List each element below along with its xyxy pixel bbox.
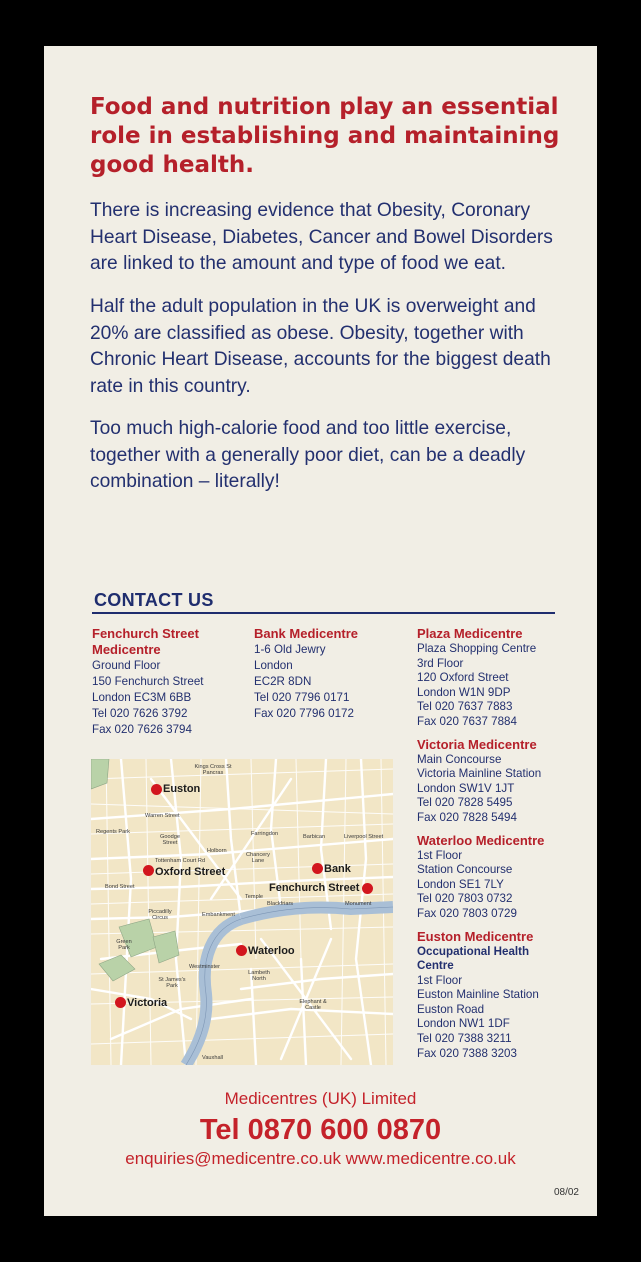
office-line: 1st Floor [417,848,463,862]
map-pin-victoria [115,997,126,1008]
office-fax: Fax 020 7626 3794 [92,723,192,736]
office-fax: Fax 020 7828 5494 [417,810,517,824]
map-pin-fenchurch-street [362,883,373,894]
office-waterloo [417,833,587,922]
office-fax: Fax 020 7637 7884 [417,714,517,728]
office-tel: Tel 020 7637 7883 [417,700,513,714]
office-line: 150 Fenchurch Street [92,675,204,688]
office-name: Victoria Medicentre [417,736,537,752]
map-label-farringdon: Farringdon [251,831,279,837]
office-line: London SW1V 1JT [417,781,515,795]
contact-column-2 [254,626,404,729]
company-name: Medicentres (UK) Limited [224,1089,417,1108]
map-label-waterloo: Waterloo [248,945,295,957]
office-line: London EC3M 6BB [92,691,192,704]
office-tel: Tel 020 7388 3211 [417,1032,512,1046]
office-line: Plaza Shopping Centre [417,642,537,655]
print-code: 08/02 [553,1187,579,1198]
map-label-piccadilly-circus: Piccadilly Circus [148,909,172,921]
telephone-number: Tel 0870 600 0870 [199,1114,442,1146]
contact-divider [92,612,555,614]
office-plaza [417,626,587,730]
office-line: Euston Road [417,1002,485,1016]
office-line: London NW1 1DF [417,1017,510,1031]
map-label-blackfriars: Blackfriars [267,901,294,907]
map-label-liverpool-street: Liverpool Street [344,834,384,840]
office-line: 1-6 Old Jewry [254,643,326,656]
office-line: EC2R 8DN [254,675,312,688]
office-fax: Fax 020 7796 0172 [254,707,354,720]
map-label-temple: Temple [245,894,264,900]
map-label-vauxhall: Vauxhall [202,1055,224,1061]
map-label-lambeth-north: Lambeth North [248,970,270,982]
office-line: Main Concourse [417,752,502,766]
map-label-westminster: Westminster [189,964,220,970]
map-label-st-james-park: St James's Park [158,977,186,989]
office-tel: Tel 020 7828 5495 [417,796,513,810]
contact-column-1 [92,626,242,745]
map-label-bond-street: Bond Street [105,884,135,890]
paragraph-exercise: Too much high-calorie food and too little exercise, together with a generally poor diet, can be a deadly combination – literally! [90,418,526,492]
map-label-green-park: Green Park [116,939,132,951]
office-line: London SE1 7LY [417,877,504,891]
map-label-warren-street: Warren Street [145,813,180,819]
office-line: 3rd Floor [417,656,464,670]
map-pin-euston [151,784,162,795]
office-bank [254,626,404,722]
paragraph-population: Half the adult population in the UK is overweight and 20% are classified as obese. Obesity, together with Chronic Heart Disease, accounts for the biggest death rate in this country. [90,296,551,397]
map-pin-oxford-street [143,865,154,876]
office-name: Plaza Medicentre [417,626,523,641]
office-fax: Fax 020 7803 0729 [417,906,517,920]
office-line: 120 Oxford Street [417,671,509,685]
contact-us-title: CONTACT US [94,590,214,610]
map-label-embankment: Embankment [202,912,235,918]
office-tel: Tel 020 7796 0171 [254,691,350,704]
office-line: Euston Mainline Station [417,988,539,1002]
contact-column-3 [417,626,587,1068]
map-label-goodge-street: Goodge Street [160,834,180,846]
map-label-kings-cross: Kings Cross St Pancras [194,764,232,776]
office-name: Waterloo Medicentre [417,832,545,848]
office-victoria [417,737,587,826]
map-label-chancery-lane: Chancery Lane [246,852,270,864]
map-pin-waterloo [236,945,247,956]
email-and-website: enquiries@medicentre.co.uk www.medicentre.co.uk [125,1149,516,1168]
office-line: London [254,659,293,672]
map-label-tottenham-court-rd: Tottenham Court Rd [155,858,206,864]
map-label-regents-park: Regents Park [96,829,130,835]
office-euston [417,929,587,1062]
office-name: Fenchurch Street Medicentre [92,626,199,657]
office-tel: Tel 020 7803 0732 [417,892,513,906]
office-tel: Tel 020 7626 3792 [92,707,188,720]
main-heading: Food and nutrition play an essential role in establishing and maintaining good health. [90,94,560,178]
office-line: London W1N 9DP [417,685,511,699]
office-name: Euston Medicentre [417,928,534,944]
map-label-bank: Bank [324,863,351,875]
office-line: Ground Floor [92,659,161,672]
paragraph-evidence: There is increasing evidence that Obesity, Coronary Heart Disease, Diabetes, Cancer and Bowel Disorders are linked to the amount and type of food we eat. [90,200,553,274]
map-label-oxford-street: Oxford Street [155,866,226,878]
leaflet-page [44,46,597,1216]
office-fenchurch [92,626,242,738]
office-line: 1st Floor [417,973,463,987]
office-subtitle: Occupational Health Centre [417,944,530,973]
map-label-victoria: Victoria [127,997,168,1009]
office-line: Station Concourse [417,863,513,877]
map-label-barbican: Barbican [303,834,326,840]
map-label-elephant-castle: Elephant & Castle [299,999,327,1011]
map-label-holborn: Holborn [207,848,227,854]
central-london-map [91,759,393,1065]
map-pin-bank [312,863,323,874]
map-label-euston: Euston [163,783,201,795]
map-label-monument: Monument [345,901,372,907]
map-streets [91,759,393,1065]
office-fax: Fax 020 7388 3203 [417,1046,517,1060]
map-label-fenchurch-street: Fenchurch Street [269,882,360,894]
office-line: Victoria Mainline Station [417,767,542,781]
office-name: Bank Medicentre [254,626,359,641]
